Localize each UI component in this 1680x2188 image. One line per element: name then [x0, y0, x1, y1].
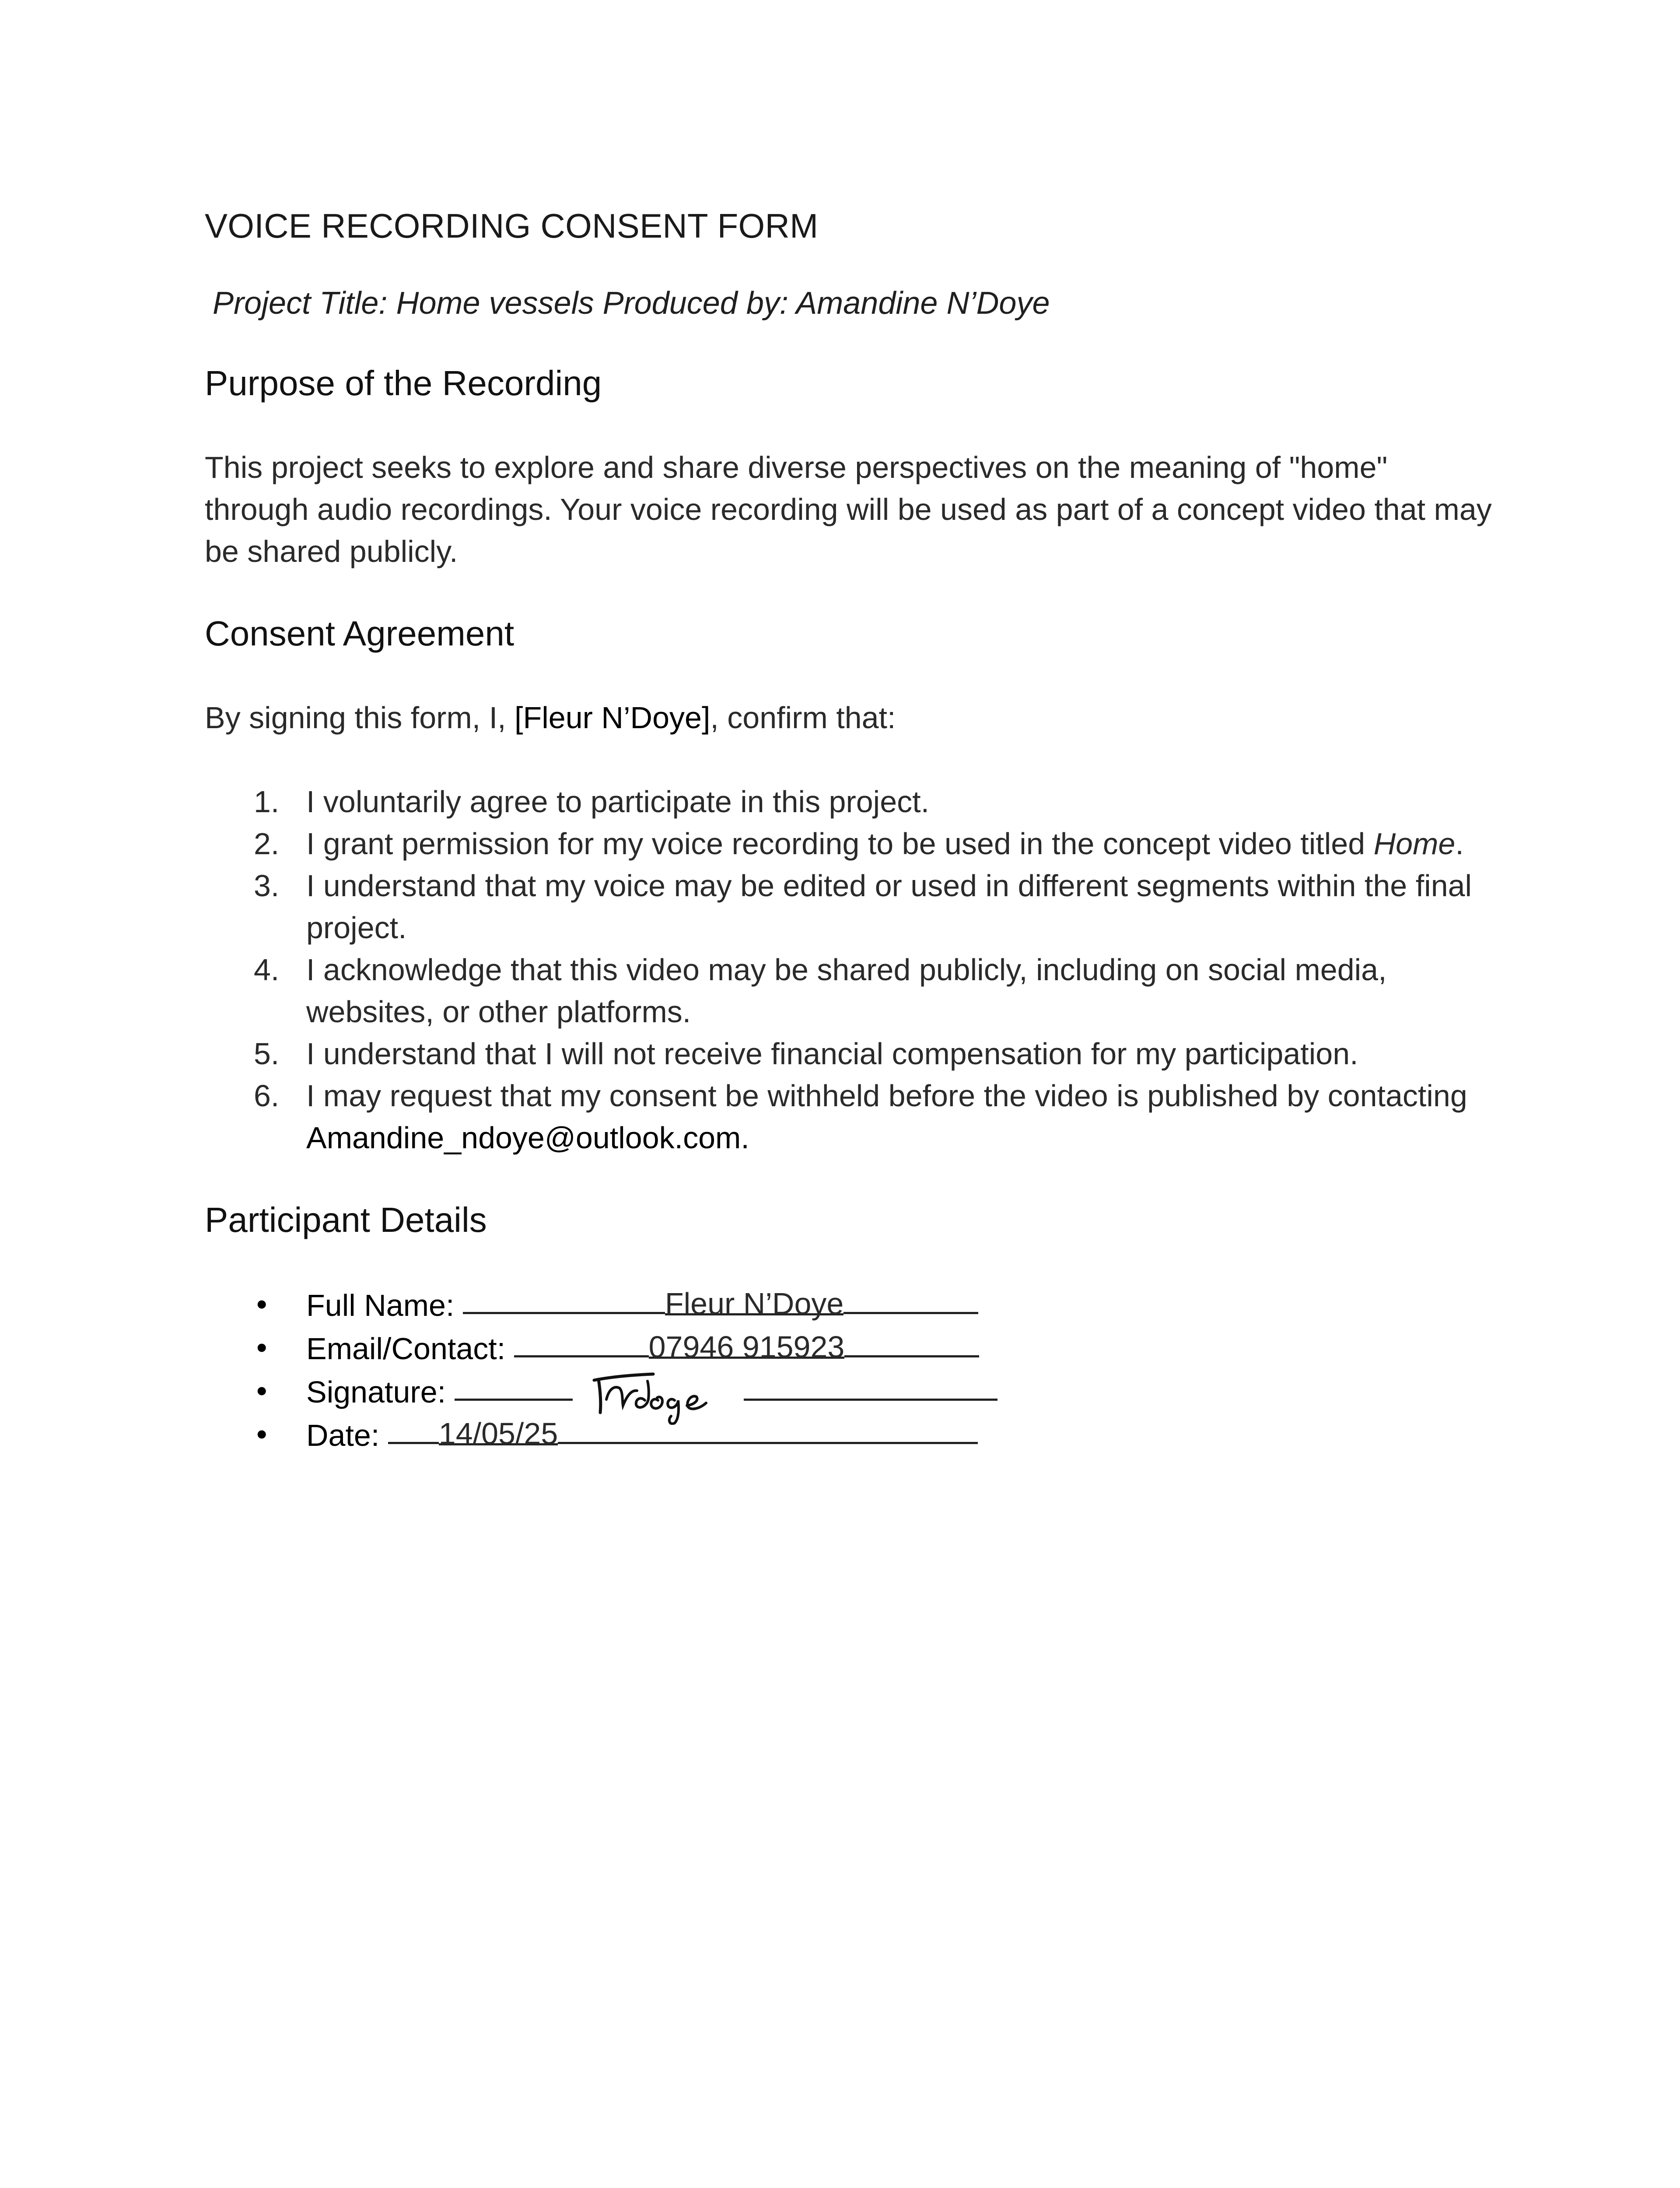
signature-row	[205, 1370, 1500, 1413]
purpose-text: This project seeks to explore and share diverse perspectives on the meaning of "home" through audio recordings. Your voice recording will be used as part of a concept video that may be shared publicly.	[205, 450, 1492, 568]
full-name-label: Full Name:	[306, 1288, 455, 1322]
blank-line	[514, 1325, 649, 1357]
blank-line	[388, 1411, 439, 1444]
consent-item-2	[205, 823, 1500, 865]
participant-details-heading: Participant Details	[205, 1200, 487, 1239]
blank-line	[463, 1281, 665, 1314]
date-label: Date:	[306, 1418, 380, 1452]
full-name-row	[205, 1283, 1500, 1326]
consent-intro	[205, 697, 1500, 739]
participant-name-bracketed: [Fleur N’Doye]	[514, 700, 710, 735]
blank-line	[558, 1411, 978, 1444]
bullet: •	[256, 1287, 267, 1321]
consent-item-text: I understand that my voice may be edited or used in different segments within the final project.	[306, 868, 1472, 945]
date-value: 14/05/25	[439, 1413, 558, 1445]
consent-intro-after: , confirm that:	[710, 700, 896, 735]
consent-item-text: I acknowledge that this video may be shared publicly, including on social media, websites, or other platforms.	[306, 952, 1387, 1029]
consent-heading: Consent Agreement	[205, 614, 514, 653]
consent-intro-before: By signing this form, I,	[205, 700, 515, 735]
consent-item-text: I voluntarily agree to participate in this project.	[306, 784, 930, 819]
blank-line	[455, 1368, 573, 1401]
email-contact-label: Email/Contact:	[306, 1331, 506, 1366]
email-contact-value: 07946 915923	[649, 1326, 845, 1359]
consent-item-6	[205, 1075, 1500, 1159]
consent-item-4	[205, 949, 1500, 1033]
contact-email: Amandine_ndoye@outlook.com.	[306, 1120, 749, 1155]
bullet: •	[256, 1417, 267, 1451]
handwritten-signature	[581, 1370, 725, 1412]
blank-line	[744, 1368, 998, 1401]
consent-item-text: I grant permission for my voice recording to be used in the concept video titled	[306, 826, 1374, 861]
document-title: VOICE RECORDING CONSENT FORM	[205, 207, 819, 245]
blank-line	[844, 1281, 978, 1314]
consent-item-number: 4.	[254, 952, 280, 987]
purpose-heading: Purpose of the Recording	[205, 363, 602, 403]
consent-item-number: 6.	[254, 1078, 280, 1113]
bullet: •	[256, 1373, 267, 1408]
consent-item-number: 2.	[254, 826, 280, 861]
project-line: Project Title: Home vessels Produced by: Amandine N’Doye	[213, 285, 1050, 321]
consent-list	[205, 781, 1500, 1159]
video-title-home: Home	[1373, 826, 1456, 861]
date-row	[205, 1413, 1500, 1456]
consent-item-number: 1.	[254, 784, 280, 819]
participant-details-list	[205, 1283, 1500, 1456]
bullet: •	[256, 1330, 267, 1364]
consent-item-3	[205, 865, 1500, 949]
consent-item-1	[205, 781, 1500, 823]
signature-label: Signature:	[306, 1375, 446, 1409]
consent-item-5	[205, 1033, 1500, 1075]
consent-item-text: I understand that I will not receive financial compensation for my participation.	[306, 1036, 1358, 1071]
consent-item-text: I may request that my consent be withheld before the video is published by contacting	[306, 1078, 1467, 1113]
consent-form	[205, 206, 1500, 1456]
consent-item-suffix: .	[1455, 826, 1464, 861]
email-contact-row	[205, 1326, 1500, 1370]
consent-item-number: 3.	[254, 868, 280, 903]
consent-item-number: 5.	[254, 1036, 280, 1071]
full-name-value: Fleur N’Doye	[665, 1283, 844, 1315]
blank-line	[844, 1325, 979, 1357]
